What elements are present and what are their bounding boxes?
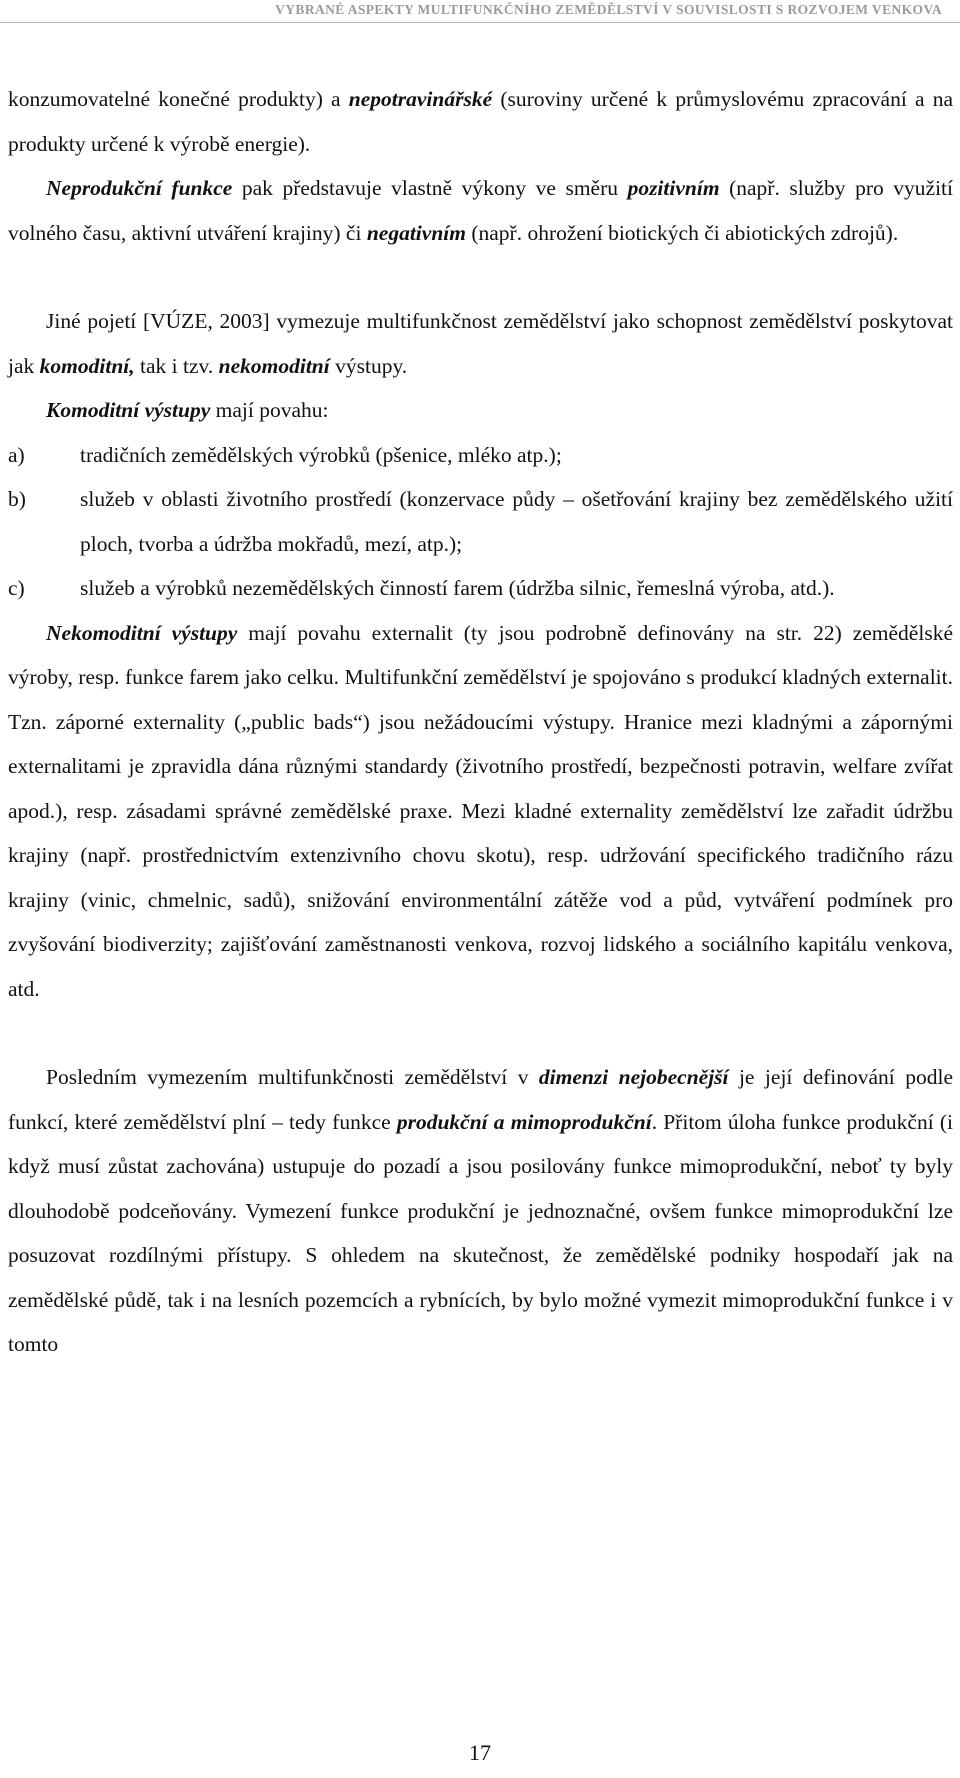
list-text: služeb a výrobků nezemědělských činností farem (údržba silnic, řemeslná výroba, atd.). [80,576,835,600]
list-item-a [8,433,953,478]
emphasis-negativnim: negativním [366,220,466,245]
emphasis-produkcni-mimoprodukcni: produkční a mimoprodukční [396,1109,652,1134]
emphasis-komoditni-vystupy: Komoditní výstupy [46,398,211,422]
paragraph-continuation: konzumovatelné konečné produkty) a nepotravinářské (suroviny určené k průmyslovému zpracování a na produkty určené k výrobě energie). [8,87,953,156]
emphasis-komoditni: komoditní, [39,353,135,378]
list-item-c [8,566,953,611]
emphasis-pozitivnim: pozitivním [627,176,720,200]
running-header: VYBRANÉ ASPEKTY MULTIFUNKČNÍHO ZEMĚDĚLSTVÍ V SOUVISLOSTI S ROZVOJEM VENKOVA [275,2,942,17]
paragraph-jine-pojeti: Jiné pojetí [VÚZE, 2003] vymezuje multifunkčnost zemědělství jako schopnost zemědělství poskytovat jak komoditní, tak i tzv. nekomoditní výstupy. [8,309,953,378]
page-number: 17 [469,1740,491,1765]
paragraph-poslednim-vymezenim: Posledním vymezením multifunkčnosti zemědělství v dimenzi nejobecnější je její definování podle funkcí, které zemědělství plní – tedy funkce produkční a mimoprodukční. Přitom úloha funkce produkční (i když musí zůstat zachována) ustupuje do pozadí a jsou posilovány funkce mimoprodukční, neboť ty byly dlouhodobě podceňovány. Vymezení funkce produkční je jednoznačné, ovšem funkce mimoprodukční lze posuzovat rozdílnými přístupy. S ohledem na skutečnost, že zemědělské podniky hospodaří jak na zemědělské půdě, tak i na lesních pozemcích a rybnících, by bylo možné vymezit mimoprodukční funkce i v tomto [8,1065,954,1356]
list-item-b [8,477,953,566]
paragraph-gap [8,255,953,299]
list-label: c) [8,576,25,600]
list-text: tradičních zemědělských výrobků (pšenice, mléko atp.); [80,442,562,467]
emphasis-nepotravinarske: nepotravinářské [348,87,493,111]
paragraph-nekomoditni-vystupy: Nekomoditní výstupy mají povahu externalit (ty jsou podrobně definovány na str. 22) zemědělské výroby, resp. funkce farem jako celku. Multifunkční zemědělství je spojováno s produkcí kladných externalit. Tzn. záporné externality („public bads“) jsou nežádoucími výstupy. Hranice mezi kladnými a zápornými externalitami je zpravidla dána různými standardy (životního prostředí, bezpečnosti potravin, welfare zvířat apod.), resp. zásadami správné zemědělské praxe. Mezi kladné externality zemědělství lze zařadit údržbu krajiny (např. prostřednictvím extenzivního chovu skotu), resp. udržování specifického tradičního rázu krajiny (vinic, chmelnic, sadů), snižování environmentální zátěže vod a půd, vytváření podmínek pro zvyšování biodiverzity; zajišťování zaměstnanosti venkova, rozvoj lidského a sociálního kapitálu venkova, atd. [8,620,953,1001]
list-label: a) [8,442,25,467]
emphasis-nekomoditni: nekomoditní [218,353,330,378]
emphasis-nekomoditni-vystupy: Nekomoditní výstupy [46,620,238,645]
paragraph-komoditni-vystupy: Komoditní výstupy mají povahu: [46,398,329,422]
header-divider [0,22,960,23]
emphasis-dimenzi-nejobecnejsi: dimenzi nejobecnější [538,1065,729,1089]
paragraph-gap [8,1011,953,1055]
list-label: b) [8,487,26,511]
list-text: služeb v oblasti životního prostředí (konzervace půdy – ošetřování krajiny bez zemědělského užití ploch, tvorba a údržba mokřadů, mezí, atp.); [80,487,953,556]
emphasis-neprodukcni-funkce: Neprodukční funkce [46,176,233,200]
paragraph-neprodukcni-funkce: Neprodukční funkce pak představuje vlastně výkony ve směru pozitivním (např. služby pro využití volného času, aktivní utváření krajiny) či negativním (např. ohrožení biotických či abiotických zdrojů). [8,176,953,245]
body-text [8,77,953,1367]
